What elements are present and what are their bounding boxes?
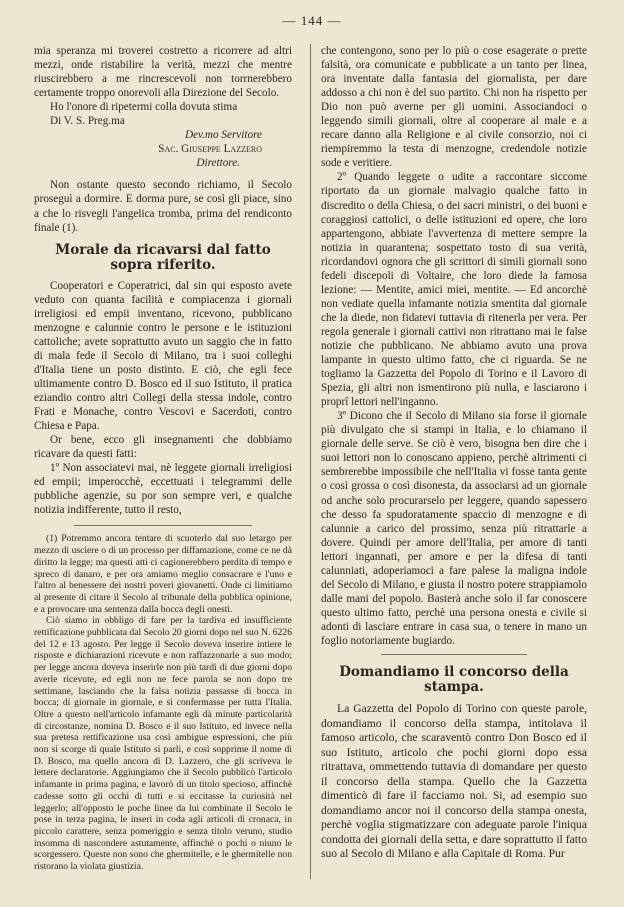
section-heading: Domandiamo il concorso della stampa. [339, 664, 569, 696]
paragraph: che contengono, sono per lo più o cose esagerate o prette falsità, ora comunicate e pubblicate a un tanto per linea, ora inventate dalla fantasia del giornalista, per dare addosso a chi non è del suo partito. Chi non ha rispetto per Dio non può averne per gli uomini. Associandoci o leggendo simili giornali, oltre al cooperare al male e a recare danno alla Religione e al civile consorzio, noi ci riempiremmo la testa di menzogne, credendole notizie sode e veritiere. [321, 45, 587, 170]
signature-title: Direttore. [196, 157, 240, 170]
footnote-paragraph: Ciò siamo in obbligo di fare per la tardiva ed insufficiente rettificazione pubblicata dal Secolo 20 giorni dopo nel suo N. 6226 del 12 e 13 agosto. Per legge il Secolo doveva inserire intiere le risposte e dichiarazioni ricevute e non raffazzonarle a suo modo; per legge ancora doveva inserirle non più tardi di due giorni dopo averle ricevute, ed egli non ne fece parola se non dopo tre settimane, lasciando che la falsa notizia passasse di bocca in bocca; di giornale in giornale, e si confermasse per tutta l'Italia. Oltre a questo nell'articolo infamante egli dà minute particolarità di circostanze, nomina D. Bosco e il suo Istituto, ed invece nella sua pretesa rettificazione usa così ambigue espressioni, che più non si scorge di quale Istituto si parli, e così sopprime il nome di D. Bosco, ma quello ancora di D. Lazzero, che gli scriveva le lettere declaratorie. Aggiungiamo che il Secolo pubblicò l'articolo infamante in prima pagina, e lavorò di un titolo specioso, affinchè cadesse sotto gli occhi di tutti e si eccitasse la curiosità nel leggerlo; all'opposto le poche linee da lui combinate il Secolo le pose in terza pagina, le inserì in coda agli articoli di cronaca, in piccolo carattere, senza pomeriggio e senza titolo veruno, studio insomma di nascondere astutamente, affinchè o pochi o niuno le scorgessero. Queste non sono che ghermitelle, e le ghermitelle non ristorano la violata giustizia. [34, 615, 292, 873]
footnote-paragraph: (1) Potremmo ancora tentare di scuoterlo dal suo letargo per mezzo di usciere o di un processo per diffamazione, come ce ne dà diritto la legge; ma questi atti ci cagionerebbero perdita di tempo e spreco di danaro, e per ora amiamo meglio consacrare e l'uno e l'altro al benessere dei nostri poveri giovanetti. Onde ci limitiamo al presente di citare il Secolo al tribunale della pubblica opinione, e a provocare una sentenza dalla bocca degli onesti. [34, 533, 292, 615]
right-column [321, 44, 587, 862]
footnote [34, 533, 292, 872]
paragraph: mia speranza mi troverei costretto a ricorrere ad altri mezzi, onde ristabilire la verità, mezzi che mentre riuscirebbero a me rincrescevoli non torrnerebbero certamente troppo onorevoli alla Direzione del Secolo. [34, 45, 292, 100]
section-heading: Morale da ricavarsi dal fatto sopra riferito. [55, 241, 271, 273]
paragraph: 3º Dicono che il Secolo di Milano sia forse il giornale più divulgato che si stampi in Italia, e lo chiamano il giornale delle serve. Se ciò è vero, bisogna ben dire che i suoi lettori non lo conoscano appieno, perchè altrimenti ci sembrerebbe impossibile che nell'Italia vi fosse tanta gente o così grossa o così disonesta, da associarsi ad un giornale od anche solo procurarselo per leggere, quando sapessero che desso fa spudoratamente spaccio di menzogne e di calunnie a carico del prossimo, senza più ritrattarle a dovere. Quindi per amore dell'Italia, per amore di tanti lettori ingannati, per amore e per la difesa di tanti calunniati, adoperiamoci a fare palese la maligna indole del Secolo di Milano, e giusta il nostro potere strappiamolo dalle mani del popolo. Basterà anche solo il far conoscere questo ultimo fatto, perchè una persona onesta e civile si adonti di lasciare entrare in casa sua, o tenere in mano un foglio notoriamente bugiardo. [321, 410, 587, 647]
paragraph: Or bene, ecco gli insegnamenti che dobbiamo ricavare da questi fatti: [34, 434, 292, 461]
paragraph: La Gazzetta del Popolo di Torino con queste parole, domandiamo il concorso della stampa, intitolava il famoso articolo, che scaraventò contro Don Bosco ed il suo Istituto, articolo che pochi giorni dopo essa ritrattava, ommettendo tuttavia di domandare per questo il concorso della stampa. Quello che la Gazzetta dimenticò di fare il facciamo noi. Si, ad esempio suo domandiamo ancor noi il concorso della stampa onesta, perchè voglia stigmatizzare con adeguate parole l'iniqua condotta dei giornali della setta, e dare soprattutto il fatto suo al Secolo di Milano e alla Capitale di Roma. Pur [321, 702, 587, 861]
salutation: Di V. S. Preg.ma [50, 115, 125, 128]
left-column [34, 44, 292, 873]
paragraph: Cooperatori e Coperatrici, dal sin qui esposto avete veduto con quanta facilità e compiacenza i giornali irreligiosi ed empii inventano, ricevono, pubblicano menzogne e calunnie contro le persone e le istituzioni cattoliche; avete soprattutto avuto un saggio che in fatto di mala fede il Secolo di Milano, tra i suoi colleghi d'Italia tiene un posto distinto. E ciò, che egli fece ultimamente contro D. Bosco ed il suo Istituto, il pratica eziandio contro altri Collegi della stessa indole, contro Frati e Monache, contro Vescovi e Sacerdoti, contro Chiesa e Papa. [34, 279, 292, 433]
signature-line: Dev.mo Servitore [184, 129, 262, 142]
paragraph: Non ostante questo secondo richiamo, il Secolo proseguì a dormire. E dorma pure, se così gli piace, sino a che lo risvegli l'angelica tromba, prima del rendiconto finale (1). [34, 179, 292, 234]
paragraph: 2º Quando leggete o udite a raccontare siccome riportato da un giornale malvagio qualche fatto in discredito o della Chiesa, o dei sacri ministri, o dei buoni e coraggiosi cattolici, o delle istituzioni ed opere, che loro appartengono, abbiate l'avvertenza di mettere sempre la notizia in quarantena; sospettato tosto di sua verità, ricordandovi ognora che gli scrittori di simili giornali sono fedeli discepoli di Voltaire, che loro diede la famosa lezione: — Mentite, amici miei, mentite. — Ed ancorchè non vediate quella infamante notizia smentita dal giornale che la diede, non fidatevi tuttavia di ritenerla per vera. Per regola generale i giornali cattivi non ritrattano mai le false notizie che pubblicano. Ne abbiamo avuto una prova lampante in questo ultimo fatto, che ci riguarda. Se ne togliamo la Gazzetta del Popolo di Torino e il Lavoro di Spezia, gli altri non ismentirono più nulla, e lasciarono i proprî lettori nell'inganno. [321, 171, 587, 409]
signature-name: Sac. Giuseppe Lazzero [158, 143, 262, 156]
paragraph: 1º Non associatevi mai, nè leggete giornali irreligiosi ed empii; imperocchè, eccettuati i telegrammi delle pubbliche agenzie, su por son sempre veri, e qualche notizia indifferente, tutto il resto, [34, 462, 292, 517]
paragraph: Ho l'onore di ripetermi colla dovuta stima [50, 101, 238, 114]
footnote-rule [74, 525, 252, 526]
section-rule [381, 654, 527, 655]
column-divider [310, 44, 311, 879]
page-number: — 144 — [282, 13, 342, 28]
